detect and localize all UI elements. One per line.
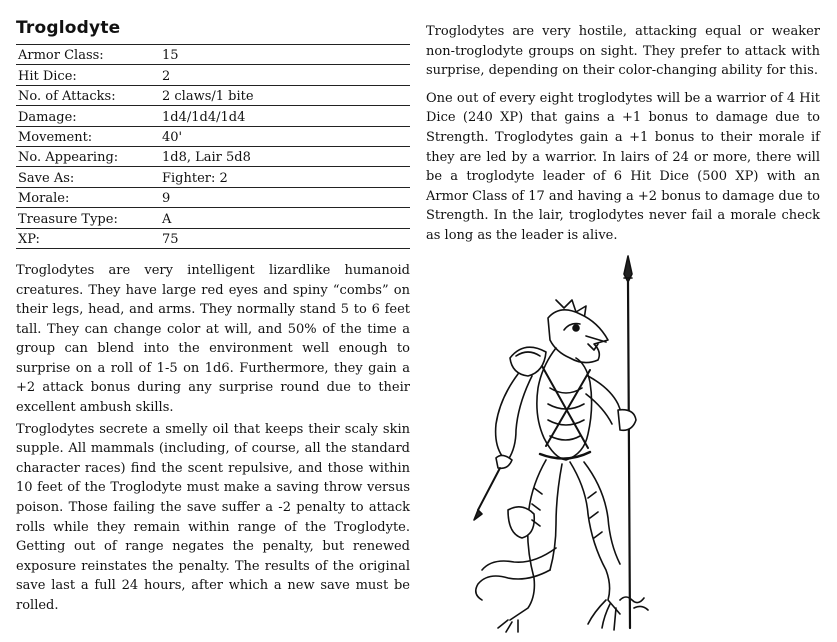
- stat-value: Fighter: 2: [160, 167, 410, 187]
- stat-label: Hit Dice:: [16, 65, 160, 85]
- stat-row: [16, 167, 410, 187]
- behavior-paragraph: Troglodytes are very hostile, attacking equal or weaker non-troglodyte groups on sight. They prefer to attack with surprise, depending on their color-changing ability for this.: [426, 24, 820, 79]
- stat-label: No. Appearing:: [16, 146, 160, 166]
- stat-label: Morale:: [16, 187, 160, 207]
- stat-row: [16, 208, 410, 228]
- stat-block: [16, 44, 410, 249]
- stat-label: No. of Attacks:: [16, 85, 160, 105]
- stat-label: XP:: [16, 228, 160, 248]
- stat-row: [16, 65, 410, 85]
- stat-row: [16, 228, 410, 248]
- leaders-paragraph: One out of every eight troglodytes will be a warrior of 4 Hit Dice (240 XP) that gains a +1 bonus to damage due to Strength. Troglodytes gain a +1 bonus to their morale if they are led by a warrior. In lairs of 24 or more, there will be a troglodyte leader of 6 Hit Dice (500 XP) with an Armor Class of 17 and having a +2 bonus to damage due to Strength. In the lair, troglodytes never fail a morale check as long as the leader is alive.: [426, 90, 820, 243]
- stat-value: 15: [160, 45, 410, 65]
- stat-row: [16, 187, 410, 207]
- left-column: [16, 18, 410, 616]
- stat-value: 1d8, Lair 5d8: [160, 146, 410, 166]
- stat-row: [16, 106, 410, 126]
- stat-value: 75: [160, 228, 410, 248]
- stat-label: Save As:: [16, 167, 160, 187]
- stat-label: Movement:: [16, 126, 160, 146]
- stat-row: [16, 45, 410, 65]
- stat-value: 1d4/1d4/1d4: [160, 106, 410, 126]
- stat-value: 40': [160, 126, 410, 146]
- oil-paragraph: Troglodytes secrete a smelly oil that keeps their scaly skin supple. All mammals (including, of course, all the standard character races) find the scent repulsive, and those within 10 feet of the Troglodyte must make a saving throw versus poison. Those failing the save suffer a -2 penalty to attack rolls while they remain within range of the Troglodyte. Getting out of range negates the penalty, but renewed exposure reinstates the penalty. The results of the original save last a full 24 hours, after which a new save must be rolled.: [16, 421, 410, 613]
- description-paragraph: Troglodytes are very intelligent lizardlike humanoid creatures. They have large red eyes and spiny “combs” on their legs, head, and arms. They normally stand 5 to 6 feet tall. They can change color at will, and 50% of the time a group can blend into the environment well enough to surprise on a roll of 1-5 on 1d6. Furthermore, they gain a +2 attack bonus during any surprise round due to their excellent ambush skills.: [16, 262, 410, 416]
- stat-value: 9: [160, 187, 410, 207]
- monster-title: Troglodyte: [16, 18, 121, 38]
- stat-label: Armor Class:: [16, 45, 160, 65]
- stat-label: Treasure Type:: [16, 208, 160, 228]
- stat-value: 2: [160, 65, 410, 85]
- stat-value: A: [160, 208, 410, 228]
- stat-value: 2 claws/1 bite: [160, 85, 410, 105]
- stat-label: Damage:: [16, 106, 160, 126]
- troglodyte-drawing: [438, 248, 678, 636]
- stat-row: [16, 126, 410, 146]
- stat-row: [16, 146, 410, 166]
- stat-row: [16, 85, 410, 105]
- right-column: [426, 22, 820, 246]
- troglodyte-illustration: [438, 248, 678, 636]
